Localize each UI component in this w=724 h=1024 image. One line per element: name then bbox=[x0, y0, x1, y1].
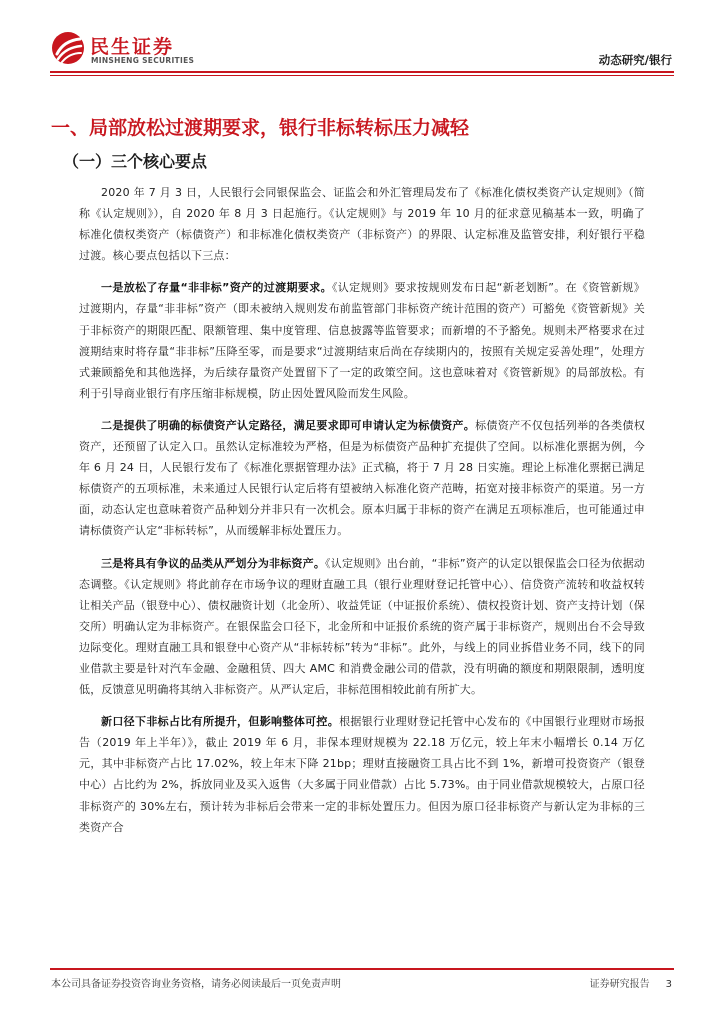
footer-disclaimer: 本公司具备证券投资咨询业务资格，请务必阅读最后一页免责声明 bbox=[51, 979, 341, 990]
paragraph bbox=[79, 415, 645, 542]
brand-logo bbox=[50, 30, 200, 70]
header-divider bbox=[50, 71, 674, 73]
paragraph-lead: 新口径下非标占比有所提升，但影响整体可控。 bbox=[101, 715, 340, 729]
section-title: 一、局部放松过渡期要求，银行非标转标压力减轻 bbox=[51, 117, 470, 139]
paragraph bbox=[79, 182, 645, 266]
report-label: 证券研究报告 bbox=[589, 979, 650, 990]
brand-logo-icon bbox=[50, 30, 86, 66]
paragraph-text: 《认定规则》出台前，“非标”资产的认定以银保监会口径为依据动态调整。《认定规则》将此前存在市场争议的理财直融工具（银行业理财登记托管中心）、信贷资产流转和收益权转让相关产品（银登中心）、债权融资计划（北金所）、收益凭证（中证报价系统）、债权投资计划、资产支持计划（保交所）明确认定为非标资产。在银保监会口径下，北金所和中证报价系统的资产属于非标资产，规则出台不会导致边际变化。理财直融工具和银登中心资产从“非标转标”转为“非标”。此外，与线上的同业拆借业务不同，线下的同业借款主要是针对汽车金融、金融租赁、四大 AMC 和消费金融公司的借款，没有明确的额度和期限限制，透明度低，反馈意见明确将其纳入非标资产。从严认定后，非标范围相较此前有所扩大。 bbox=[79, 556, 645, 697]
paragraph-lead: 二是提供了明确的标债资产认定路径，满足要求即可申请认定为标债资产。 bbox=[101, 418, 476, 432]
paragraph bbox=[79, 711, 645, 838]
footer-divider bbox=[50, 968, 674, 970]
paragraph-text: 根据银行业理财登记托管中心发布的《中国银行业理财市场报告（2019 年上半年）》，截止 2019 年 6 月，非保本理财规模为 22.18 万亿元，较上年末小幅增长 0.14 万亿元，其中非标资产占比 17.02%，较上年末下降 21bp；理财直接融资工具占比不到 1%，新增可投资资产（银登中心）占比约为 2%，拆放同业及买入返售（大多属于同业借款）占比 5.73%。由于同业借款规模较大，占原口径非标资产的 30%左右，预计转为非标后会带来一定的非标处置压力。但因为原口径非标资产与新认定为非标的三类资产合 bbox=[79, 715, 645, 834]
paragraph-text: 《认定规则》要求按规则发布日起“新老划断”。在《资管新规》过渡期内，存量“非非标”资产（即未被纳入规则发布前监管部门非标资产统计范围的资产）可豁免《资管新规》关于非标资产的期限匹配、限额管理、集中度管理、信息披露等监管要求；而新增的不予豁免。规则未严格要求在过渡期结束时将存量“非非标”压降至零，而是要求“过渡期结束后尚在存续期内的，按照有关规定妥善处理”，处理方式兼顾豁免和其他选择，为后续存量资产处置留下了一定的政策空间。这也意味着对《资管新规》的局部放松。有利于引导商业银行有序压缩非标规模，防止因处置风险而发生风险。 bbox=[79, 281, 645, 400]
paragraph-text: 标债资产不仅包括列举的各类债权资产，还预留了认定入口。虽然认定标准较为严格，但是为标债资产品种扩充提供了空间。以标准化票据为例，今年 6 月 24 日，人民银行发布了《标准化票据管理办法》正式稿，将于 7 月 28 日实施。理论上标准化票据已满足标债资产的五项标准，未来通过人民银行认定后将有望被纳入标准化资产范畴，拓宽对接非标资产的渠道。另一方面，动态认定也意味着资产品种划分并非只有一次机会。原本归属于非标的资产在满足五项标准后，也可能通过申请标债资产认定“非标转标”，从而缓解非标处置压力。 bbox=[79, 418, 645, 538]
header-divider-thin bbox=[50, 75, 674, 76]
footer-meta bbox=[574, 975, 672, 990]
paragraph-lead: 一是放松了存量“非非标”资产的过渡期要求。 bbox=[101, 281, 332, 295]
subsection-title: （一）三个核心要点 bbox=[63, 152, 208, 171]
brand-name-cn: 民生证券 bbox=[90, 36, 175, 58]
paragraph-text: 2020 年 7 月 3 日，人民银行会同银保监会、证监会和外汇管理局发布了《标准化债权类资产认定规则》（简称《认定规则》），自 2020 年 8 月 3 日起施行。《认定规则》与 2019 年 10 月的征求意见稿基本一致，明确了标准化债权类资产（标债资产）和非标准化债权类资产（非标资产）的界限、认定标准及监管安排，利好银行平稳过渡。核心要点包括以下三点： bbox=[79, 186, 645, 263]
body-content bbox=[79, 182, 645, 849]
document-type: 动态研究/银行 bbox=[598, 53, 672, 67]
page-number: 3 bbox=[665, 979, 672, 990]
brand-name-en: MINSHENG SECURITIES bbox=[91, 56, 195, 65]
paragraph bbox=[79, 277, 645, 404]
page-header bbox=[0, 0, 724, 72]
paragraph-lead: 三是将具有争议的品类从严划分为非标资产。 bbox=[101, 556, 326, 570]
paragraph bbox=[79, 553, 645, 701]
